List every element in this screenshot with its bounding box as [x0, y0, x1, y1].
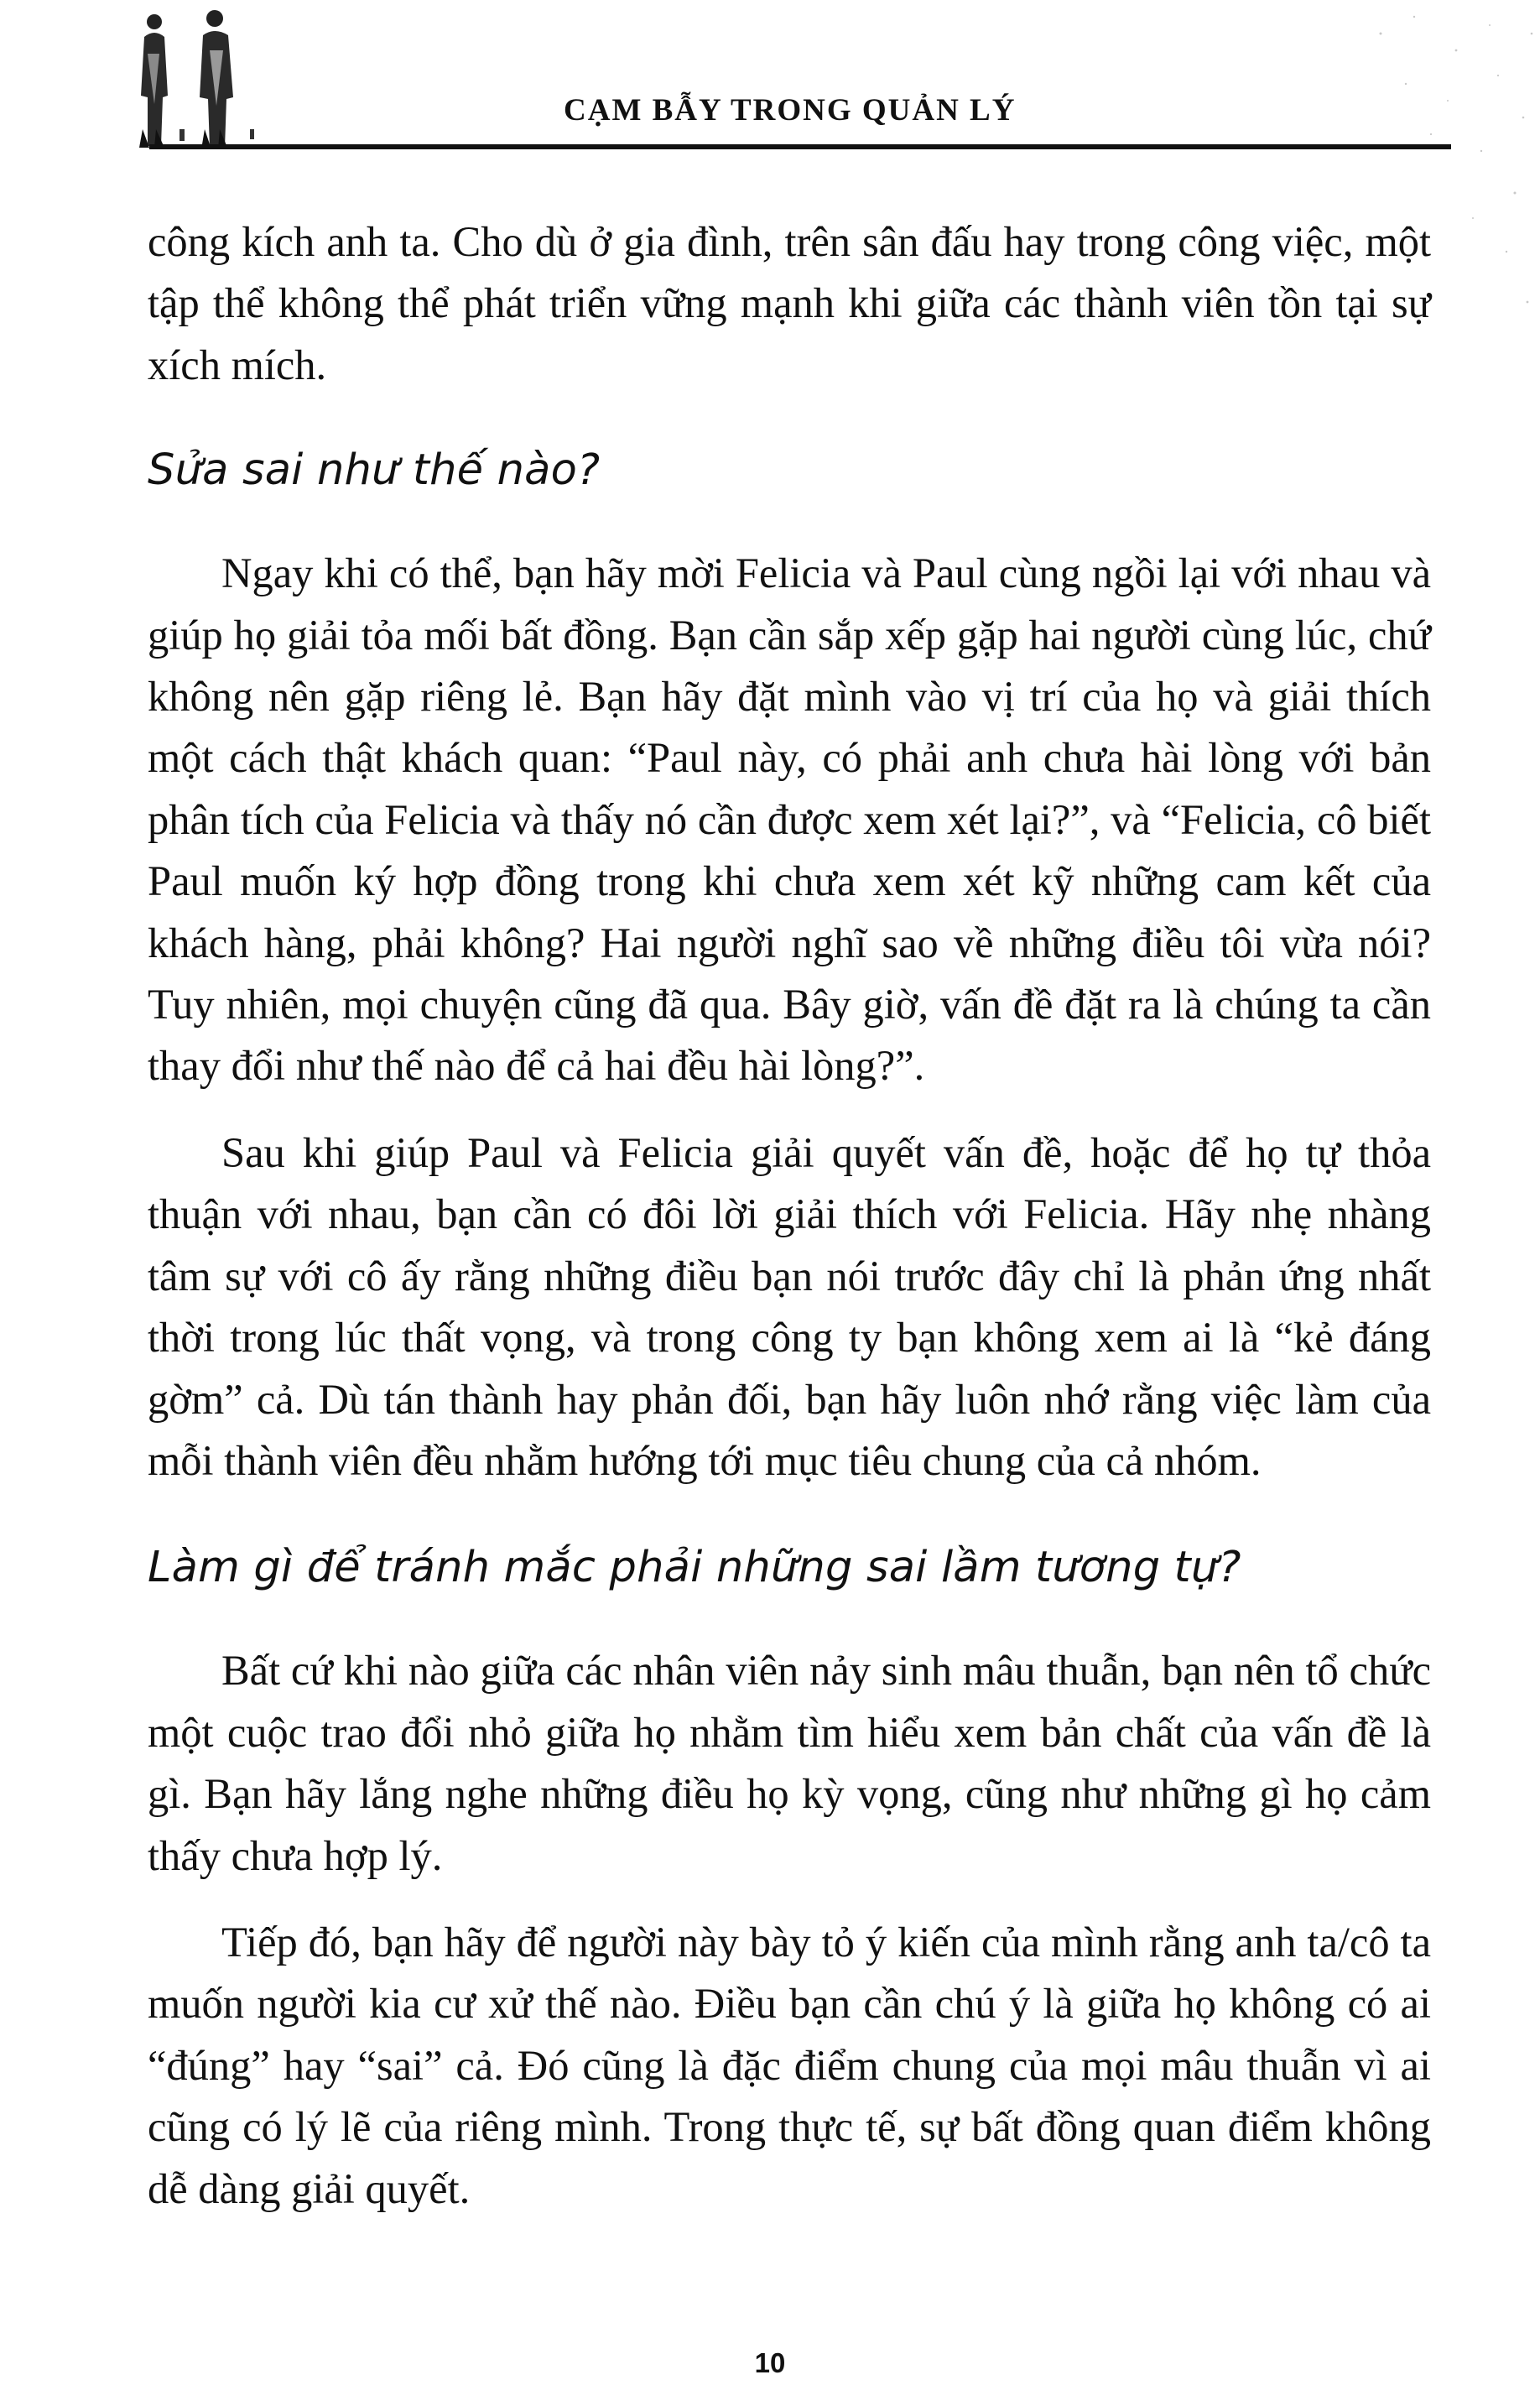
paragraph-gap: [148, 1097, 1431, 1122]
two-figures-logo-icon: [131, 3, 282, 159]
section-heading-prevent: Làm gì để tránh mắc phải những sai lầm tương tự?: [148, 1543, 1241, 1593]
paragraph-1: công kích anh ta. Cho dù ở gia đình, trên sân đấu hay trong công việc, một tập thể không thể phát triển vững mạnh khi giữa các thành viên tồn tại sự xích mích.: [148, 218, 1431, 388]
paragraph-4: Bất cứ khi nào giữa các nhân viên nảy sinh mâu thuẫn, bạn nên tổ chức một cuộc trao đổi nhỏ giữa họ nhằm tìm hiểu xem bản chất của vấn đề là gì. Bạn hãy lắng nghe những điều họ kỳ vọng, cũng như những gì họ cảm thấy chưa hợp lý.: [148, 1647, 1431, 1879]
section-heading-fix: Sửa sai như thế nào?: [148, 445, 601, 496]
running-header: [126, 0, 1451, 168]
paragraph-gap: [148, 1887, 1431, 1912]
paragraph-2: Ngay khi có thể, bạn hãy mời Felicia và Paul cùng ngồi lại với nhau và giúp họ giải tỏa mối bất đồng. Bạn cần sắp xếp gặp hai người cùng lúc, chứ không nên gặp riêng lẻ. Bạn hãy đặt mình vào vị trí của họ và giải thích một cách thật khách quan: “Paul này, có phải anh chưa hài lòng với bản phân tích của Felicia và thấy nó cần được xem xét lại?”, và “Felicia, cô biết Paul muốn ký hợp đồng trong khi chưa xem xét kỹ những cam kết của khách hàng, phải không? Hai người nghĩ sao về những điều tôi vừa nói? Tuy nhiên, mọi chuyện cũng đã qua. Bây giờ, vấn đề đặt ra là chúng ta cần thay đổi như thế nào để cả hai đều hài lòng?”.: [148, 549, 1431, 1090]
body-text: [148, 211, 1431, 2220]
paragraph-3: Sau khi giúp Paul và Felicia giải quyết vấn đề, hoặc để họ tự thỏa thuận với nhau, bạn cần có đôi lời giải thích với Felicia. Hãy nhẹ nhàng tâm sự với cô ấy rằng những điều bạn nói trước đây chỉ là phản ứng nhất thời trong lúc thất vọng, và trong công ty bạn không xem ai là “kẻ đáng gờm” cả. Dù tán thành hay phản đối, bạn hãy luôn nhớ rằng việc làm của mỗi thành viên đều nhằm hướng tới mục tiêu chung của cả nhóm.: [148, 1128, 1431, 1484]
page-number: 10: [754, 2347, 786, 2378]
paragraph-5: Tiếp đó, bạn hãy để người này bày tỏ ý kiến của mình rằng anh ta/cô ta muốn người kia cư xử thế nào. Điều bạn cần chú ý là giữa họ không có ai “đúng” hay “sai” cả. Đó cũng là đặc điểm chung của mọi mâu thuẫn vì ai cũng có lý lẽ của riêng mình. Trong thực tế, sự bất đồng quan điểm không dễ dàng giải quyết.: [148, 1918, 1431, 2212]
header-rule: [149, 144, 1451, 149]
running-title: CẠM BẪY TRONG QUẢN LÝ: [564, 93, 1017, 128]
